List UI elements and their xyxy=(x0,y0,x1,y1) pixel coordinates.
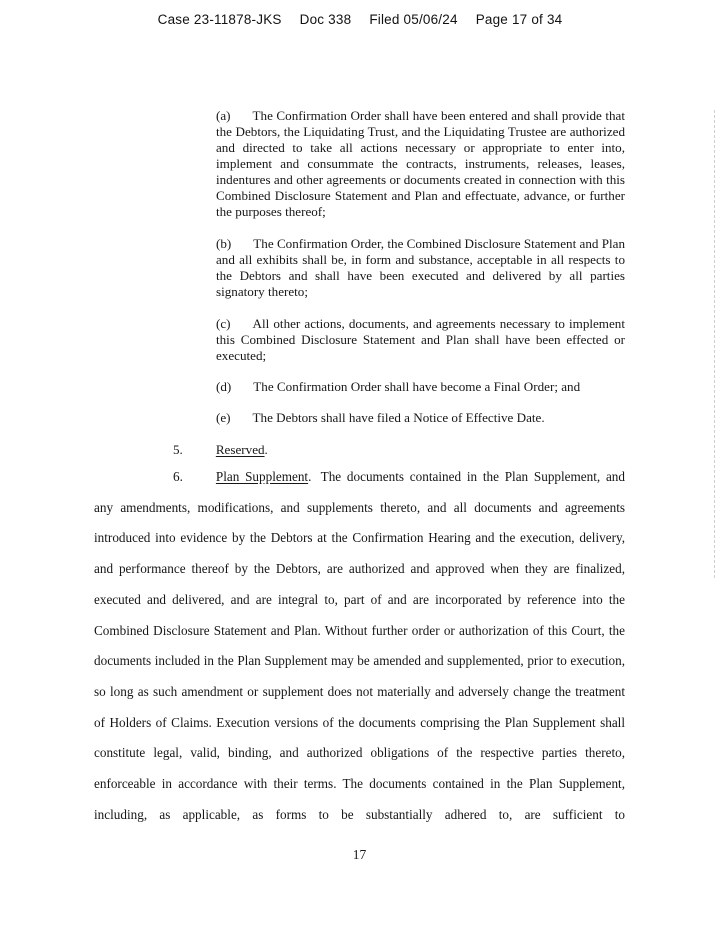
subparagraph-c xyxy=(216,316,625,364)
court-stamp-header xyxy=(0,12,720,27)
item-6-heading: Plan Supplement xyxy=(215,469,309,484)
header-page-count: Page 17 of 34 xyxy=(475,12,563,27)
header-filed-date: Filed 05/06/24 xyxy=(369,12,458,27)
subparagraph-e-label: (e) xyxy=(216,410,231,425)
subparagraph-b-label: (b) xyxy=(216,236,232,251)
subparagraph-b-text: The Confirmation Order, the Combined Disclosure Statement and Plan and all exhibits shall be, in form and substance, acceptable in all respects to the Debtors and shall have been executed and delivered by all parties signatory thereto; xyxy=(216,236,625,299)
item-6-body-text: The documents contained in the Plan Supplement, and any amendments, modifications, and supplements thereto, and all documents and agreements introduced into evidence by the Debtors at the Confirmation Hearing and the execution, delivery, and performance thereof by the Debtors, are authorized and approved when they are finalized, executed and delivered, and are integral to, part of and are incorporated by reference into the Combined Disclosure Statement and Plan. Without further order or authorization of this Court, the documents included in the Plan Supplement may be amended and supplemented, prior to execution, so long as such amendment or supplement does not materially and adversely change the treatment of Holders of Claims. Execution versions of the documents comprising the Plan Supplement shall constitute legal, valid, binding, and authorized obligations of the respective parties thereto, enforceable in accordance with their terms. The documents contained in the Plan Supplement, including, as applicable, as forms to be substantially adhered to, are sufficient to xyxy=(94,469,625,822)
numbered-item-5 xyxy=(173,442,625,458)
subparagraph-c-text: All other actions, documents, and agreements necessary to implement this Combined Disclosure Statement and Plan shall have been effected or executed; xyxy=(216,316,625,363)
header-doc-number: Doc 338 xyxy=(299,12,352,27)
numbered-item-6-paragraph xyxy=(94,462,625,830)
subparagraph-c-label: (c) xyxy=(216,316,231,331)
subparagraph-a xyxy=(216,108,625,220)
item-5-number: 5. xyxy=(173,442,183,457)
subparagraph-a-label: (a) xyxy=(216,108,231,123)
header-case-number: Case 23-11878-JKS xyxy=(157,12,282,27)
scan-artifact-line xyxy=(714,110,715,580)
subparagraph-a-text: The Confirmation Order shall have been entered and shall provide that the Debtors, the Liquidating Trust, and the Liquidating Trustee are authorized and directed to take all actions necessary or appropriate to enter into, implement and consummate the contracts, instruments, releases, leases, indentures and other agreements or documents created in connection with this Combined Disclosure Statement and Plan and effectuate, advance, or further the purposes thereof; xyxy=(216,108,625,219)
item-6-number: 6. xyxy=(173,469,183,484)
page-number: 17 xyxy=(352,847,367,863)
subparagraph-e-text: The Debtors shall have filed a Notice of Effective Date. xyxy=(252,410,545,425)
subparagraph-e xyxy=(216,410,625,426)
subparagraph-d xyxy=(216,379,625,395)
subparagraph-d-text: The Confirmation Order shall have become a Final Order; and xyxy=(253,379,581,394)
subparagraph-b xyxy=(216,236,625,300)
item-5-heading: Reserved xyxy=(215,442,265,457)
document-body xyxy=(0,28,720,863)
item-5-heading-period: . xyxy=(264,442,268,457)
item-6-heading-period: . xyxy=(308,469,312,484)
subparagraph-d-label: (d) xyxy=(216,379,232,394)
